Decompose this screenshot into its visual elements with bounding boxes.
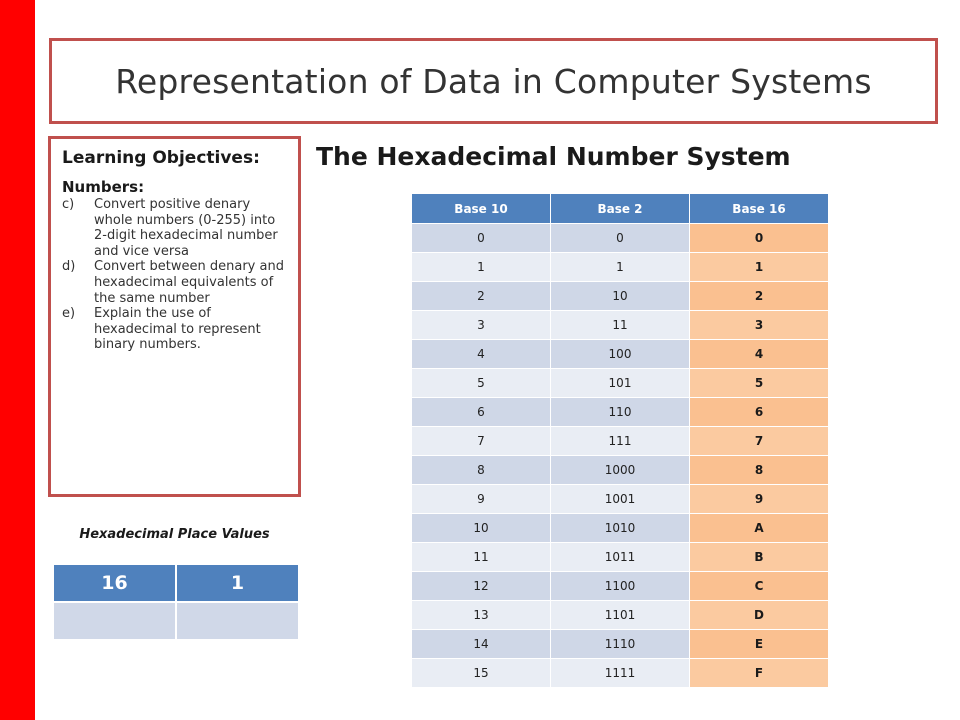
base10-cell: 3 [412, 311, 551, 340]
objective-item [62, 259, 288, 306]
table-row [412, 543, 829, 572]
base2-cell: 111 [551, 427, 690, 456]
base2-cell: 100 [551, 340, 690, 369]
place-value-1: 1 [176, 564, 299, 602]
column-header-base16: Base 16 [690, 194, 829, 224]
base16-cell: 3 [690, 311, 829, 340]
base10-cell: 12 [412, 572, 551, 601]
title-box [49, 38, 938, 124]
base10-cell: 9 [412, 485, 551, 514]
table-row [412, 514, 829, 543]
base2-cell: 1001 [551, 485, 690, 514]
table-row [412, 630, 829, 659]
base16-cell: D [690, 601, 829, 630]
base2-cell: 11 [551, 311, 690, 340]
base2-cell: 1100 [551, 572, 690, 601]
base2-cell: 1011 [551, 543, 690, 572]
learning-objectives-box [48, 136, 301, 497]
objective-marker: c) [62, 197, 75, 212]
table-row [412, 311, 829, 340]
base2-cell: 10 [551, 282, 690, 311]
conversion-header-row [412, 194, 829, 224]
table-row [412, 340, 829, 369]
place-value-cell-1 [176, 602, 299, 640]
base16-cell: 2 [690, 282, 829, 311]
base16-cell: 0 [690, 224, 829, 253]
table-row [412, 485, 829, 514]
base16-cell: 5 [690, 369, 829, 398]
place-value-16: 16 [53, 564, 176, 602]
base10-cell: 15 [412, 659, 551, 688]
base10-cell: 8 [412, 456, 551, 485]
base16-cell: B [690, 543, 829, 572]
table-row [412, 456, 829, 485]
base10-cell: 11 [412, 543, 551, 572]
objective-item [62, 306, 288, 353]
base2-cell: 1 [551, 253, 690, 282]
base2-cell: 1010 [551, 514, 690, 543]
table-row [412, 427, 829, 456]
table-row [412, 282, 829, 311]
objective-text: Convert between denary and hexadecimal equivalents of the same number [94, 259, 284, 306]
base10-cell: 13 [412, 601, 551, 630]
column-header-base10: Base 10 [412, 194, 551, 224]
objective-marker: d) [62, 259, 76, 275]
place-values-entry-row [53, 602, 299, 640]
base16-cell: 9 [690, 485, 829, 514]
base10-cell: 7 [412, 427, 551, 456]
column-header-base2: Base 2 [551, 194, 690, 224]
objective-item [62, 197, 288, 259]
place-values-header-row [53, 564, 299, 602]
base16-cell: A [690, 514, 829, 543]
objectives-list [62, 197, 288, 353]
base2-cell: 1101 [551, 601, 690, 630]
base2-cell: 0 [551, 224, 690, 253]
base16-cell: E [690, 630, 829, 659]
table-row [412, 369, 829, 398]
table-row [412, 224, 829, 253]
base16-cell: C [690, 572, 829, 601]
base2-cell: 110 [551, 398, 690, 427]
base16-cell: 8 [690, 456, 829, 485]
place-values-caption: Hexadecimal Place Values [79, 527, 270, 542]
table-row [412, 659, 829, 688]
base16-cell: 1 [690, 253, 829, 282]
base10-cell: 5 [412, 369, 551, 398]
place-values-table [52, 563, 300, 641]
table-row [412, 572, 829, 601]
base10-cell: 4 [412, 340, 551, 369]
left-accent-stripe [0, 0, 35, 720]
objective-marker: e) [62, 306, 76, 322]
slide-title: Representation of Data in Computer Systems [115, 61, 872, 101]
table-row [412, 398, 829, 427]
objectives-subheading: Numbers: [62, 178, 145, 196]
objective-text: Convert positive denary whole numbers (0-255) into 2-digit hexadecimal number and vice versa [94, 197, 278, 259]
base10-cell: 6 [412, 398, 551, 427]
base16-cell: 4 [690, 340, 829, 369]
base2-cell: 1000 [551, 456, 690, 485]
base2-cell: 101 [551, 369, 690, 398]
base2-cell: 1110 [551, 630, 690, 659]
base16-cell: 6 [690, 398, 829, 427]
base10-cell: 1 [412, 253, 551, 282]
base2-cell: 1111 [551, 659, 690, 688]
table-row [412, 253, 829, 282]
base10-cell: 14 [412, 630, 551, 659]
conversion-table [411, 193, 829, 688]
objective-text: Explain the use of hexadecimal to represent binary numbers. [94, 306, 261, 353]
base10-cell: 10 [412, 514, 551, 543]
base16-cell: 7 [690, 427, 829, 456]
hex-section-heading: The Hexadecimal Number System [316, 142, 791, 171]
base10-cell: 2 [412, 282, 551, 311]
base10-cell: 0 [412, 224, 551, 253]
objectives-heading: Learning Objectives: [62, 148, 260, 168]
base16-cell: F [690, 659, 829, 688]
place-value-cell-16 [53, 602, 176, 640]
table-row [412, 601, 829, 630]
